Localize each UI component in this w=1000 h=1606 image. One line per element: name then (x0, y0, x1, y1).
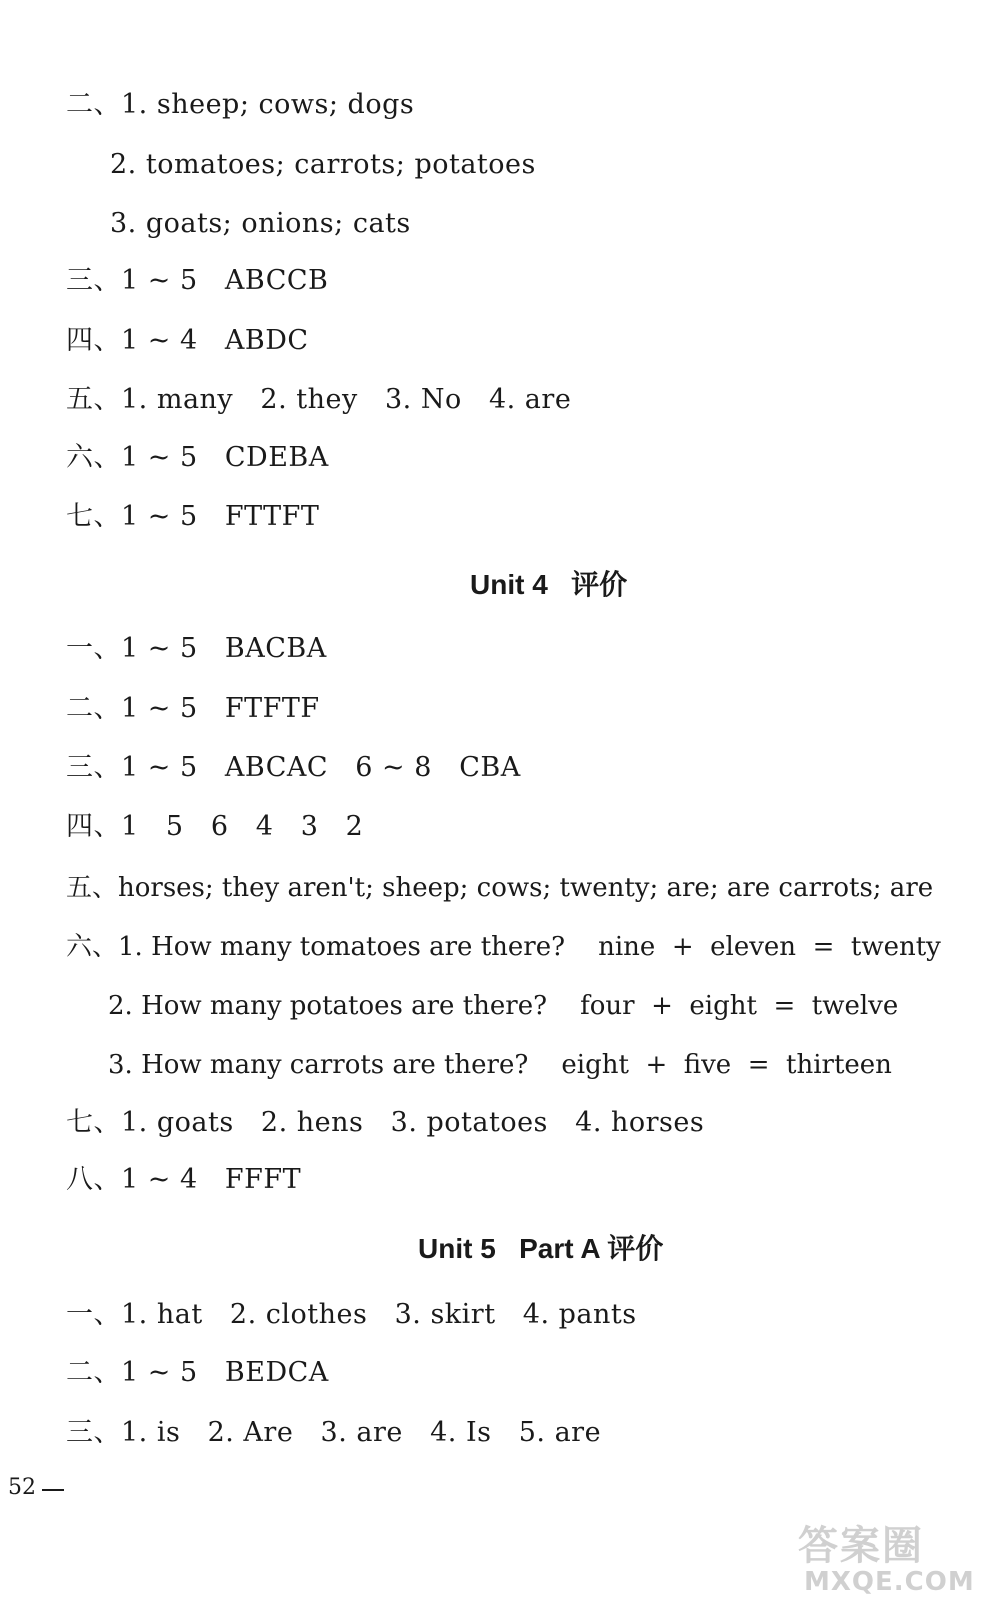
answer-line: 七、1. goats 2. hens 3. potatoes 4. horses (66, 1107, 705, 1138)
answer-line: 2. How many potatoes are there? four + eight = twelve (108, 991, 899, 1021)
page-number-rule (42, 1489, 64, 1491)
answer-line: 八、1 ~ 4 FFFT (66, 1164, 302, 1195)
answer-line: 三、1 ~ 5 ABCCB (66, 265, 329, 296)
answer-line: 二、1 ~ 5 FTFTF (66, 693, 320, 724)
answer-line: 七、1 ~ 5 FTTFT (66, 501, 320, 532)
watermark-logo (798, 1524, 978, 1598)
answer-line: 一、1. hat 2. clothes 3. skirt 4. pants (66, 1299, 637, 1330)
answer-line: 三、1. is 2. Are 3. are 4. Is 5. are (66, 1417, 602, 1448)
answer-line: 六、1 ~ 5 CDEBA (66, 442, 329, 473)
answer-line: 3. How many carrots are there? eight + five = thirteen (108, 1050, 892, 1080)
answer-line: 五、1. many 2. they 3. No 4. are (66, 384, 572, 415)
section-heading: Unit 5 Part A 评价 (418, 1233, 664, 1264)
section-heading: Unit 4 评价 (470, 569, 628, 600)
answer-line: 二、1. sheep; cows; dogs (66, 89, 415, 120)
answer-line: 四、1 ~ 4 ABDC (66, 325, 309, 356)
answer-line: 六、1. How many tomatoes are there? nine + eleven = twenty (66, 932, 941, 962)
answer-line: 四、1 5 6 4 3 2 (66, 811, 364, 842)
watermark-top: 答案圈 (798, 1523, 924, 1569)
answer-line: 2. tomatoes; carrots; potatoes (110, 149, 536, 180)
page-number: 52 (8, 1475, 36, 1500)
answer-line: 3. goats; onions; cats (110, 208, 411, 239)
answer-line: 三、1 ~ 5 ABCAC 6 ~ 8 CBA (66, 752, 521, 783)
watermark-bottom: MXQE.COM (804, 1567, 975, 1597)
answer-line: 五、horses; they aren't; sheep; cows; twenty; are; are carrots; are (66, 873, 934, 903)
answer-line: 一、1 ~ 5 BACBA (66, 633, 327, 664)
answer-line: 二、1 ~ 5 BEDCA (66, 1357, 329, 1388)
